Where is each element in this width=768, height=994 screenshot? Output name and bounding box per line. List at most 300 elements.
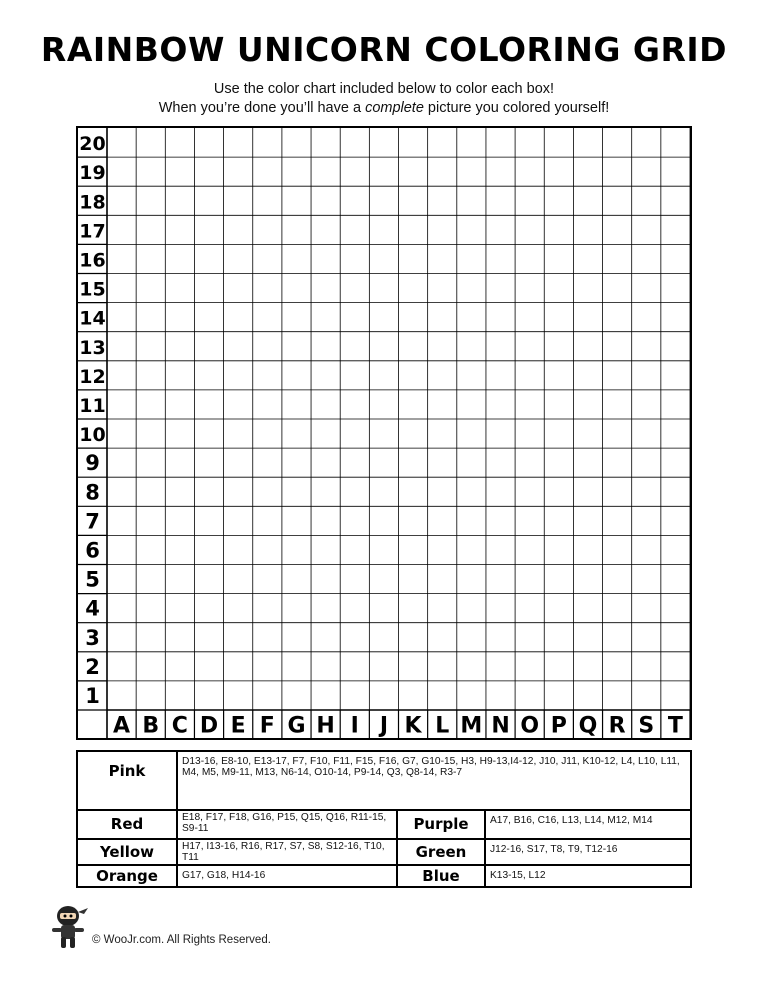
grid-cell-O20[interactable] [515,128,544,157]
grid-cell-I14[interactable] [340,303,369,332]
grid-cell-O2[interactable] [515,652,544,681]
grid-cell-P2[interactable] [544,652,573,681]
grid-cell-L15[interactable] [428,274,457,303]
grid-cell-Q8[interactable] [573,477,602,506]
grid-cell-F15[interactable] [253,274,282,303]
grid-cell-L1[interactable] [428,681,457,710]
grid-cell-C3[interactable] [165,623,194,652]
grid-cell-K8[interactable] [399,477,428,506]
grid-cell-S15[interactable] [632,274,661,303]
grid-cell-Q19[interactable] [573,157,602,186]
grid-cell-F19[interactable] [253,157,282,186]
grid-cell-O16[interactable] [515,244,544,273]
grid-cell-A12[interactable] [107,361,136,390]
grid-cell-D5[interactable] [194,565,223,594]
grid-cell-C2[interactable] [165,652,194,681]
grid-cell-H19[interactable] [311,157,340,186]
grid-cell-B12[interactable] [136,361,165,390]
grid-cell-B3[interactable] [136,623,165,652]
grid-cell-H15[interactable] [311,274,340,303]
grid-cell-I8[interactable] [340,477,369,506]
grid-cell-O3[interactable] [515,623,544,652]
grid-cell-R14[interactable] [603,303,632,332]
grid-cell-O10[interactable] [515,419,544,448]
grid-cell-F5[interactable] [253,565,282,594]
grid-cell-C10[interactable] [165,419,194,448]
grid-cell-A16[interactable] [107,244,136,273]
grid-cell-A9[interactable] [107,448,136,477]
grid-cell-C6[interactable] [165,535,194,564]
grid-cell-A6[interactable] [107,535,136,564]
grid-cell-L6[interactable] [428,535,457,564]
grid-cell-R9[interactable] [603,448,632,477]
grid-cell-F16[interactable] [253,244,282,273]
grid-cell-L13[interactable] [428,332,457,361]
grid-cell-H11[interactable] [311,390,340,419]
grid-cell-A4[interactable] [107,594,136,623]
grid-cell-F10[interactable] [253,419,282,448]
grid-cell-G9[interactable] [282,448,311,477]
grid-cell-G3[interactable] [282,623,311,652]
grid-cell-T2[interactable] [661,652,690,681]
grid-cell-C17[interactable] [165,215,194,244]
grid-cell-S5[interactable] [632,565,661,594]
grid-cell-J14[interactable] [369,303,398,332]
grid-cell-J8[interactable] [369,477,398,506]
grid-cell-R12[interactable] [603,361,632,390]
grid-cell-H6[interactable] [311,535,340,564]
grid-cell-L7[interactable] [428,506,457,535]
grid-cell-H3[interactable] [311,623,340,652]
grid-cell-P4[interactable] [544,594,573,623]
grid-cell-D12[interactable] [194,361,223,390]
grid-cell-K2[interactable] [399,652,428,681]
grid-cell-S11[interactable] [632,390,661,419]
grid-cell-M18[interactable] [457,186,486,215]
grid-cell-M6[interactable] [457,535,486,564]
grid-cell-M11[interactable] [457,390,486,419]
grid-cell-M4[interactable] [457,594,486,623]
grid-cell-P18[interactable] [544,186,573,215]
grid-cell-E4[interactable] [224,594,253,623]
grid-cell-L3[interactable] [428,623,457,652]
grid-cell-B16[interactable] [136,244,165,273]
grid-cell-H9[interactable] [311,448,340,477]
grid-cell-L9[interactable] [428,448,457,477]
grid-cell-A19[interactable] [107,157,136,186]
grid-cell-G14[interactable] [282,303,311,332]
grid-cell-I5[interactable] [340,565,369,594]
grid-cell-D9[interactable] [194,448,223,477]
grid-cell-J9[interactable] [369,448,398,477]
grid-cell-T3[interactable] [661,623,690,652]
grid-cell-A3[interactable] [107,623,136,652]
grid-cell-J4[interactable] [369,594,398,623]
grid-cell-M13[interactable] [457,332,486,361]
grid-cell-N1[interactable] [486,681,515,710]
grid-cell-G11[interactable] [282,390,311,419]
grid-cell-P17[interactable] [544,215,573,244]
grid-cell-N9[interactable] [486,448,515,477]
grid-cell-E10[interactable] [224,419,253,448]
grid-cell-G4[interactable] [282,594,311,623]
grid-cell-D19[interactable] [194,157,223,186]
grid-cell-D10[interactable] [194,419,223,448]
grid-cell-K19[interactable] [399,157,428,186]
grid-cell-E11[interactable] [224,390,253,419]
grid-cell-P16[interactable] [544,244,573,273]
grid-cell-S14[interactable] [632,303,661,332]
grid-cell-C13[interactable] [165,332,194,361]
grid-cell-P14[interactable] [544,303,573,332]
grid-cell-H14[interactable] [311,303,340,332]
grid-cell-B5[interactable] [136,565,165,594]
grid-cell-N19[interactable] [486,157,515,186]
grid-cell-B6[interactable] [136,535,165,564]
grid-cell-I20[interactable] [340,128,369,157]
grid-cell-M15[interactable] [457,274,486,303]
grid-cell-N5[interactable] [486,565,515,594]
grid-cell-Q18[interactable] [573,186,602,215]
grid-cell-H17[interactable] [311,215,340,244]
grid-cell-T8[interactable] [661,477,690,506]
grid-cell-I10[interactable] [340,419,369,448]
grid-cell-S8[interactable] [632,477,661,506]
grid-cell-T18[interactable] [661,186,690,215]
grid-cell-S9[interactable] [632,448,661,477]
grid-cell-R13[interactable] [603,332,632,361]
grid-cell-S13[interactable] [632,332,661,361]
grid-cell-H7[interactable] [311,506,340,535]
grid-cell-S19[interactable] [632,157,661,186]
grid-cell-T6[interactable] [661,535,690,564]
grid-cell-C5[interactable] [165,565,194,594]
grid-cell-L10[interactable] [428,419,457,448]
grid-cell-N20[interactable] [486,128,515,157]
grid-cell-E8[interactable] [224,477,253,506]
grid-cell-T10[interactable] [661,419,690,448]
grid-cell-M9[interactable] [457,448,486,477]
grid-cell-J17[interactable] [369,215,398,244]
grid-cell-K18[interactable] [399,186,428,215]
grid-cell-A18[interactable] [107,186,136,215]
grid-cell-H12[interactable] [311,361,340,390]
grid-cell-R5[interactable] [603,565,632,594]
grid-cell-G12[interactable] [282,361,311,390]
grid-cell-P9[interactable] [544,448,573,477]
grid-cell-J15[interactable] [369,274,398,303]
grid-cell-D14[interactable] [194,303,223,332]
grid-cell-L8[interactable] [428,477,457,506]
grid-cell-Q3[interactable] [573,623,602,652]
grid-cell-J7[interactable] [369,506,398,535]
grid-cell-R8[interactable] [603,477,632,506]
grid-cell-H2[interactable] [311,652,340,681]
grid-cell-T14[interactable] [661,303,690,332]
grid-cell-A11[interactable] [107,390,136,419]
grid-cell-Q14[interactable] [573,303,602,332]
grid-cell-G17[interactable] [282,215,311,244]
grid-cell-N2[interactable] [486,652,515,681]
grid-cell-A20[interactable] [107,128,136,157]
grid-cell-G15[interactable] [282,274,311,303]
grid-cell-F3[interactable] [253,623,282,652]
grid-cell-R19[interactable] [603,157,632,186]
grid-cell-I13[interactable] [340,332,369,361]
grid-cell-K12[interactable] [399,361,428,390]
grid-cell-P5[interactable] [544,565,573,594]
grid-cell-N8[interactable] [486,477,515,506]
grid-cell-F11[interactable] [253,390,282,419]
grid-cell-N11[interactable] [486,390,515,419]
grid-cell-K3[interactable] [399,623,428,652]
grid-cell-E12[interactable] [224,361,253,390]
grid-cell-C8[interactable] [165,477,194,506]
grid-cell-T20[interactable] [661,128,690,157]
grid-cell-G20[interactable] [282,128,311,157]
grid-cell-E3[interactable] [224,623,253,652]
grid-cell-A14[interactable] [107,303,136,332]
grid-cell-E6[interactable] [224,535,253,564]
grid-cell-L11[interactable] [428,390,457,419]
grid-cell-G5[interactable] [282,565,311,594]
grid-cell-B19[interactable] [136,157,165,186]
grid-cell-F12[interactable] [253,361,282,390]
grid-cell-P12[interactable] [544,361,573,390]
grid-cell-D2[interactable] [194,652,223,681]
grid-cell-J5[interactable] [369,565,398,594]
grid-cell-L20[interactable] [428,128,457,157]
grid-cell-B9[interactable] [136,448,165,477]
grid-cell-D6[interactable] [194,535,223,564]
grid-cell-I19[interactable] [340,157,369,186]
grid-cell-B4[interactable] [136,594,165,623]
grid-cell-F13[interactable] [253,332,282,361]
grid-cell-N3[interactable] [486,623,515,652]
grid-cell-P20[interactable] [544,128,573,157]
grid-cell-R11[interactable] [603,390,632,419]
grid-cell-O4[interactable] [515,594,544,623]
grid-cell-A15[interactable] [107,274,136,303]
grid-cell-B17[interactable] [136,215,165,244]
grid-cell-E16[interactable] [224,244,253,273]
grid-cell-A1[interactable] [107,681,136,710]
grid-cell-D17[interactable] [194,215,223,244]
grid-cell-R18[interactable] [603,186,632,215]
grid-cell-D8[interactable] [194,477,223,506]
grid-cell-E19[interactable] [224,157,253,186]
grid-cell-B8[interactable] [136,477,165,506]
grid-cell-F2[interactable] [253,652,282,681]
grid-cell-K5[interactable] [399,565,428,594]
grid-cell-J2[interactable] [369,652,398,681]
grid-cell-S4[interactable] [632,594,661,623]
grid-cell-H20[interactable] [311,128,340,157]
grid-cell-B10[interactable] [136,419,165,448]
grid-cell-R4[interactable] [603,594,632,623]
grid-cell-T11[interactable] [661,390,690,419]
grid-cell-T9[interactable] [661,448,690,477]
grid-cell-C16[interactable] [165,244,194,273]
grid-cell-O14[interactable] [515,303,544,332]
grid-cell-Q6[interactable] [573,535,602,564]
grid-cell-T4[interactable] [661,594,690,623]
grid-cell-D16[interactable] [194,244,223,273]
grid-cell-C4[interactable] [165,594,194,623]
grid-cell-D4[interactable] [194,594,223,623]
grid-cell-H4[interactable] [311,594,340,623]
grid-cell-G10[interactable] [282,419,311,448]
grid-cell-M8[interactable] [457,477,486,506]
grid-cell-Q1[interactable] [573,681,602,710]
grid-cell-O1[interactable] [515,681,544,710]
grid-cell-Q4[interactable] [573,594,602,623]
grid-cell-K17[interactable] [399,215,428,244]
grid-cell-C19[interactable] [165,157,194,186]
grid-cell-T7[interactable] [661,506,690,535]
grid-cell-S18[interactable] [632,186,661,215]
grid-cell-F18[interactable] [253,186,282,215]
grid-cell-I2[interactable] [340,652,369,681]
grid-cell-R17[interactable] [603,215,632,244]
grid-cell-G13[interactable] [282,332,311,361]
grid-cell-K20[interactable] [399,128,428,157]
grid-cell-Q17[interactable] [573,215,602,244]
grid-cell-I7[interactable] [340,506,369,535]
grid-cell-A13[interactable] [107,332,136,361]
grid-cell-O13[interactable] [515,332,544,361]
grid-cell-P1[interactable] [544,681,573,710]
grid-cell-J10[interactable] [369,419,398,448]
grid-cell-N7[interactable] [486,506,515,535]
grid-cell-G6[interactable] [282,535,311,564]
grid-cell-E14[interactable] [224,303,253,332]
grid-cell-Q9[interactable] [573,448,602,477]
grid-cell-J19[interactable] [369,157,398,186]
grid-cell-N12[interactable] [486,361,515,390]
grid-cell-E2[interactable] [224,652,253,681]
grid-cell-N10[interactable] [486,419,515,448]
grid-cell-E18[interactable] [224,186,253,215]
grid-cell-D20[interactable] [194,128,223,157]
grid-cell-S1[interactable] [632,681,661,710]
grid-cell-R3[interactable] [603,623,632,652]
grid-cell-Q13[interactable] [573,332,602,361]
grid-cell-B18[interactable] [136,186,165,215]
grid-cell-F8[interactable] [253,477,282,506]
grid-cell-E17[interactable] [224,215,253,244]
grid-cell-B2[interactable] [136,652,165,681]
grid-cell-E7[interactable] [224,506,253,535]
grid-cell-C1[interactable] [165,681,194,710]
grid-cell-Q16[interactable] [573,244,602,273]
grid-cell-L19[interactable] [428,157,457,186]
grid-cell-L5[interactable] [428,565,457,594]
grid-cell-T1[interactable] [661,681,690,710]
grid-cell-Q10[interactable] [573,419,602,448]
grid-cell-E1[interactable] [224,681,253,710]
grid-cell-L14[interactable] [428,303,457,332]
grid-cell-K10[interactable] [399,419,428,448]
grid-cell-R16[interactable] [603,244,632,273]
grid-cell-T5[interactable] [661,565,690,594]
grid-cell-O17[interactable] [515,215,544,244]
grid-cell-S16[interactable] [632,244,661,273]
grid-cell-J18[interactable] [369,186,398,215]
grid-cell-P13[interactable] [544,332,573,361]
grid-cell-R10[interactable] [603,419,632,448]
grid-cell-G8[interactable] [282,477,311,506]
grid-cell-M1[interactable] [457,681,486,710]
grid-cell-M16[interactable] [457,244,486,273]
grid-cell-D1[interactable] [194,681,223,710]
grid-cell-C7[interactable] [165,506,194,535]
grid-cell-B11[interactable] [136,390,165,419]
grid-cell-R20[interactable] [603,128,632,157]
grid-cell-M20[interactable] [457,128,486,157]
grid-cell-P7[interactable] [544,506,573,535]
grid-cell-S12[interactable] [632,361,661,390]
grid-cell-K11[interactable] [399,390,428,419]
grid-cell-N18[interactable] [486,186,515,215]
grid-cell-K15[interactable] [399,274,428,303]
grid-cell-O5[interactable] [515,565,544,594]
grid-cell-L4[interactable] [428,594,457,623]
grid-cell-J6[interactable] [369,535,398,564]
grid-cell-P10[interactable] [544,419,573,448]
grid-cell-M12[interactable] [457,361,486,390]
grid-cell-B13[interactable] [136,332,165,361]
grid-cell-B1[interactable] [136,681,165,710]
grid-cell-P15[interactable] [544,274,573,303]
grid-cell-D18[interactable] [194,186,223,215]
grid-cell-R7[interactable] [603,506,632,535]
grid-cell-K9[interactable] [399,448,428,477]
grid-cell-G19[interactable] [282,157,311,186]
grid-cell-Q12[interactable] [573,361,602,390]
grid-cell-O9[interactable] [515,448,544,477]
grid-cell-O19[interactable] [515,157,544,186]
grid-cell-H10[interactable] [311,419,340,448]
grid-cell-F6[interactable] [253,535,282,564]
grid-cell-E15[interactable] [224,274,253,303]
grid-cell-F1[interactable] [253,681,282,710]
grid-cell-H13[interactable] [311,332,340,361]
grid-cell-T19[interactable] [661,157,690,186]
grid-cell-A10[interactable] [107,419,136,448]
grid-cell-K1[interactable] [399,681,428,710]
grid-cell-L12[interactable] [428,361,457,390]
grid-cell-N4[interactable] [486,594,515,623]
grid-cell-N6[interactable] [486,535,515,564]
grid-cell-L16[interactable] [428,244,457,273]
grid-cell-N14[interactable] [486,303,515,332]
grid-cell-O8[interactable] [515,477,544,506]
grid-cell-J13[interactable] [369,332,398,361]
grid-cell-S7[interactable] [632,506,661,535]
grid-cell-O11[interactable] [515,390,544,419]
grid-cell-R1[interactable] [603,681,632,710]
grid-cell-O6[interactable] [515,535,544,564]
grid-cell-O18[interactable] [515,186,544,215]
grid-cell-F7[interactable] [253,506,282,535]
grid-cell-M3[interactable] [457,623,486,652]
grid-cell-K7[interactable] [399,506,428,535]
grid-cell-D13[interactable] [194,332,223,361]
grid-cell-T12[interactable] [661,361,690,390]
grid-cell-Q7[interactable] [573,506,602,535]
grid-cell-I11[interactable] [340,390,369,419]
